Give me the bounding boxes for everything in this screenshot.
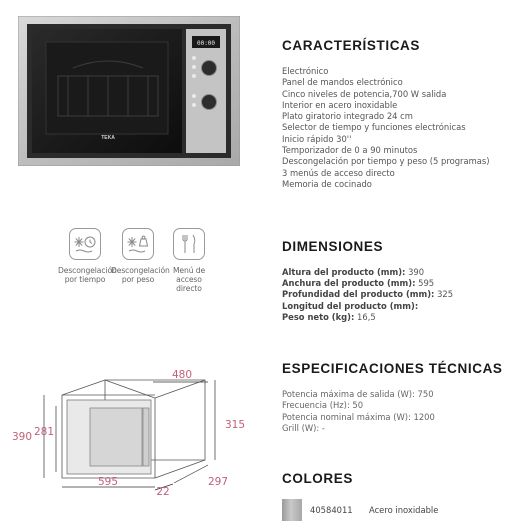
- dimension-row: [282, 289, 453, 300]
- dim-depth-right: 297: [207, 476, 229, 488]
- dimension-label: Profundidad del producto (mm):: [282, 289, 435, 300]
- list-item: Temporizador de 0 a 90 minutos: [282, 145, 418, 156]
- feature-icons: [58, 228, 218, 308]
- dimension-drawing: [0, 370, 250, 530]
- dim-height-inner: 281: [33, 426, 55, 438]
- color-code: 40584011: [310, 505, 353, 515]
- feature-label-line: por peso: [121, 275, 155, 284]
- color-name: Acero inoxidable: [369, 505, 439, 515]
- dimension-label: Altura del producto (mm):: [282, 267, 406, 277]
- oven-cavity: [46, 42, 168, 134]
- spec-row: Frecuencia (Hz): 50: [282, 400, 364, 411]
- dim-height-right: 315: [224, 419, 246, 431]
- dimension-label: Peso neto (kg):: [282, 311, 355, 322]
- especificaciones-list: [282, 389, 435, 434]
- dimension-label: Longitud del producto (mm):: [282, 300, 419, 311]
- spec-row: Potencia nominal máxima (W): 1200: [282, 411, 435, 422]
- feature-label-line: acceso: [176, 275, 202, 284]
- list-item: Descongelación por tiempo y peso (5 programas): [282, 156, 490, 167]
- list-item: Panel de mandos electrónico: [282, 77, 403, 88]
- caracteristicas-title: CARACTERÍSTICAS: [282, 38, 421, 53]
- dim-width-top: 480: [171, 370, 193, 381]
- feature-menu: [162, 228, 216, 293]
- list-item: Plato giratorio integrado 24 cm: [282, 111, 413, 122]
- feature-defrost-time: [58, 228, 117, 284]
- dimension-value: 325: [437, 289, 454, 300]
- spec-row: Grill (W): -: [282, 422, 325, 433]
- color-swatch: [282, 499, 302, 521]
- especificaciones-title: ESPECIFICACIONES TÉCNICAS: [282, 361, 503, 376]
- dimension-row: [282, 267, 453, 278]
- dimension-value: 16,5: [357, 311, 376, 322]
- dimension-row: [282, 301, 453, 312]
- dimensiones-list: [282, 267, 453, 323]
- spec-row: Potencia máxima de salida (W): 750: [282, 389, 434, 399]
- dimension-label: Anchura del producto (mm):: [282, 278, 416, 289]
- product-image: [18, 16, 240, 166]
- logo: TEKA: [101, 135, 115, 141]
- list-item: Inicio rápido 30'': [282, 133, 352, 144]
- menu-icon: [173, 228, 205, 260]
- feature-defrost-weight: [111, 228, 170, 284]
- list-item: Interior en acero inoxidable: [282, 99, 398, 110]
- feature-label-line: por tiempo: [64, 275, 106, 284]
- device-outline: [62, 380, 205, 478]
- caracteristicas-list: [282, 66, 490, 190]
- dimension-row: [282, 312, 453, 323]
- dim-depth-bottom: 22: [156, 486, 170, 498]
- list-item: 3 menús de acceso directo: [282, 167, 395, 178]
- list-item: Cinco niveles de potencia,700 W salida: [282, 88, 447, 99]
- defrost-time-icon: [69, 228, 101, 260]
- colores-title: COLORES: [282, 471, 353, 486]
- feature-label-line: Descongelación: [111, 266, 170, 275]
- list-item: Selector de tiempo y funciones electrónicas: [282, 122, 466, 133]
- feature-label-line: directo: [176, 284, 202, 293]
- knob-bottom: [202, 95, 217, 110]
- dimension-value: 390: [408, 267, 425, 277]
- display: 00:00: [196, 40, 216, 47]
- list-item: Memoria de cocinado: [282, 178, 372, 189]
- feature-label-line: Descongelación: [58, 266, 117, 275]
- dim-width-bottom: 595: [97, 476, 119, 488]
- knob-top: [202, 61, 217, 76]
- defrost-weight-icon: [122, 228, 154, 260]
- dimension-value: 595: [418, 278, 435, 289]
- dimension-row: [282, 278, 453, 289]
- list-item: Electrónico: [282, 66, 329, 76]
- dim-height-outer: 390: [11, 431, 33, 443]
- feature-label-line: Menú de: [172, 266, 206, 275]
- dimensiones-title: DIMENSIONES: [282, 239, 384, 254]
